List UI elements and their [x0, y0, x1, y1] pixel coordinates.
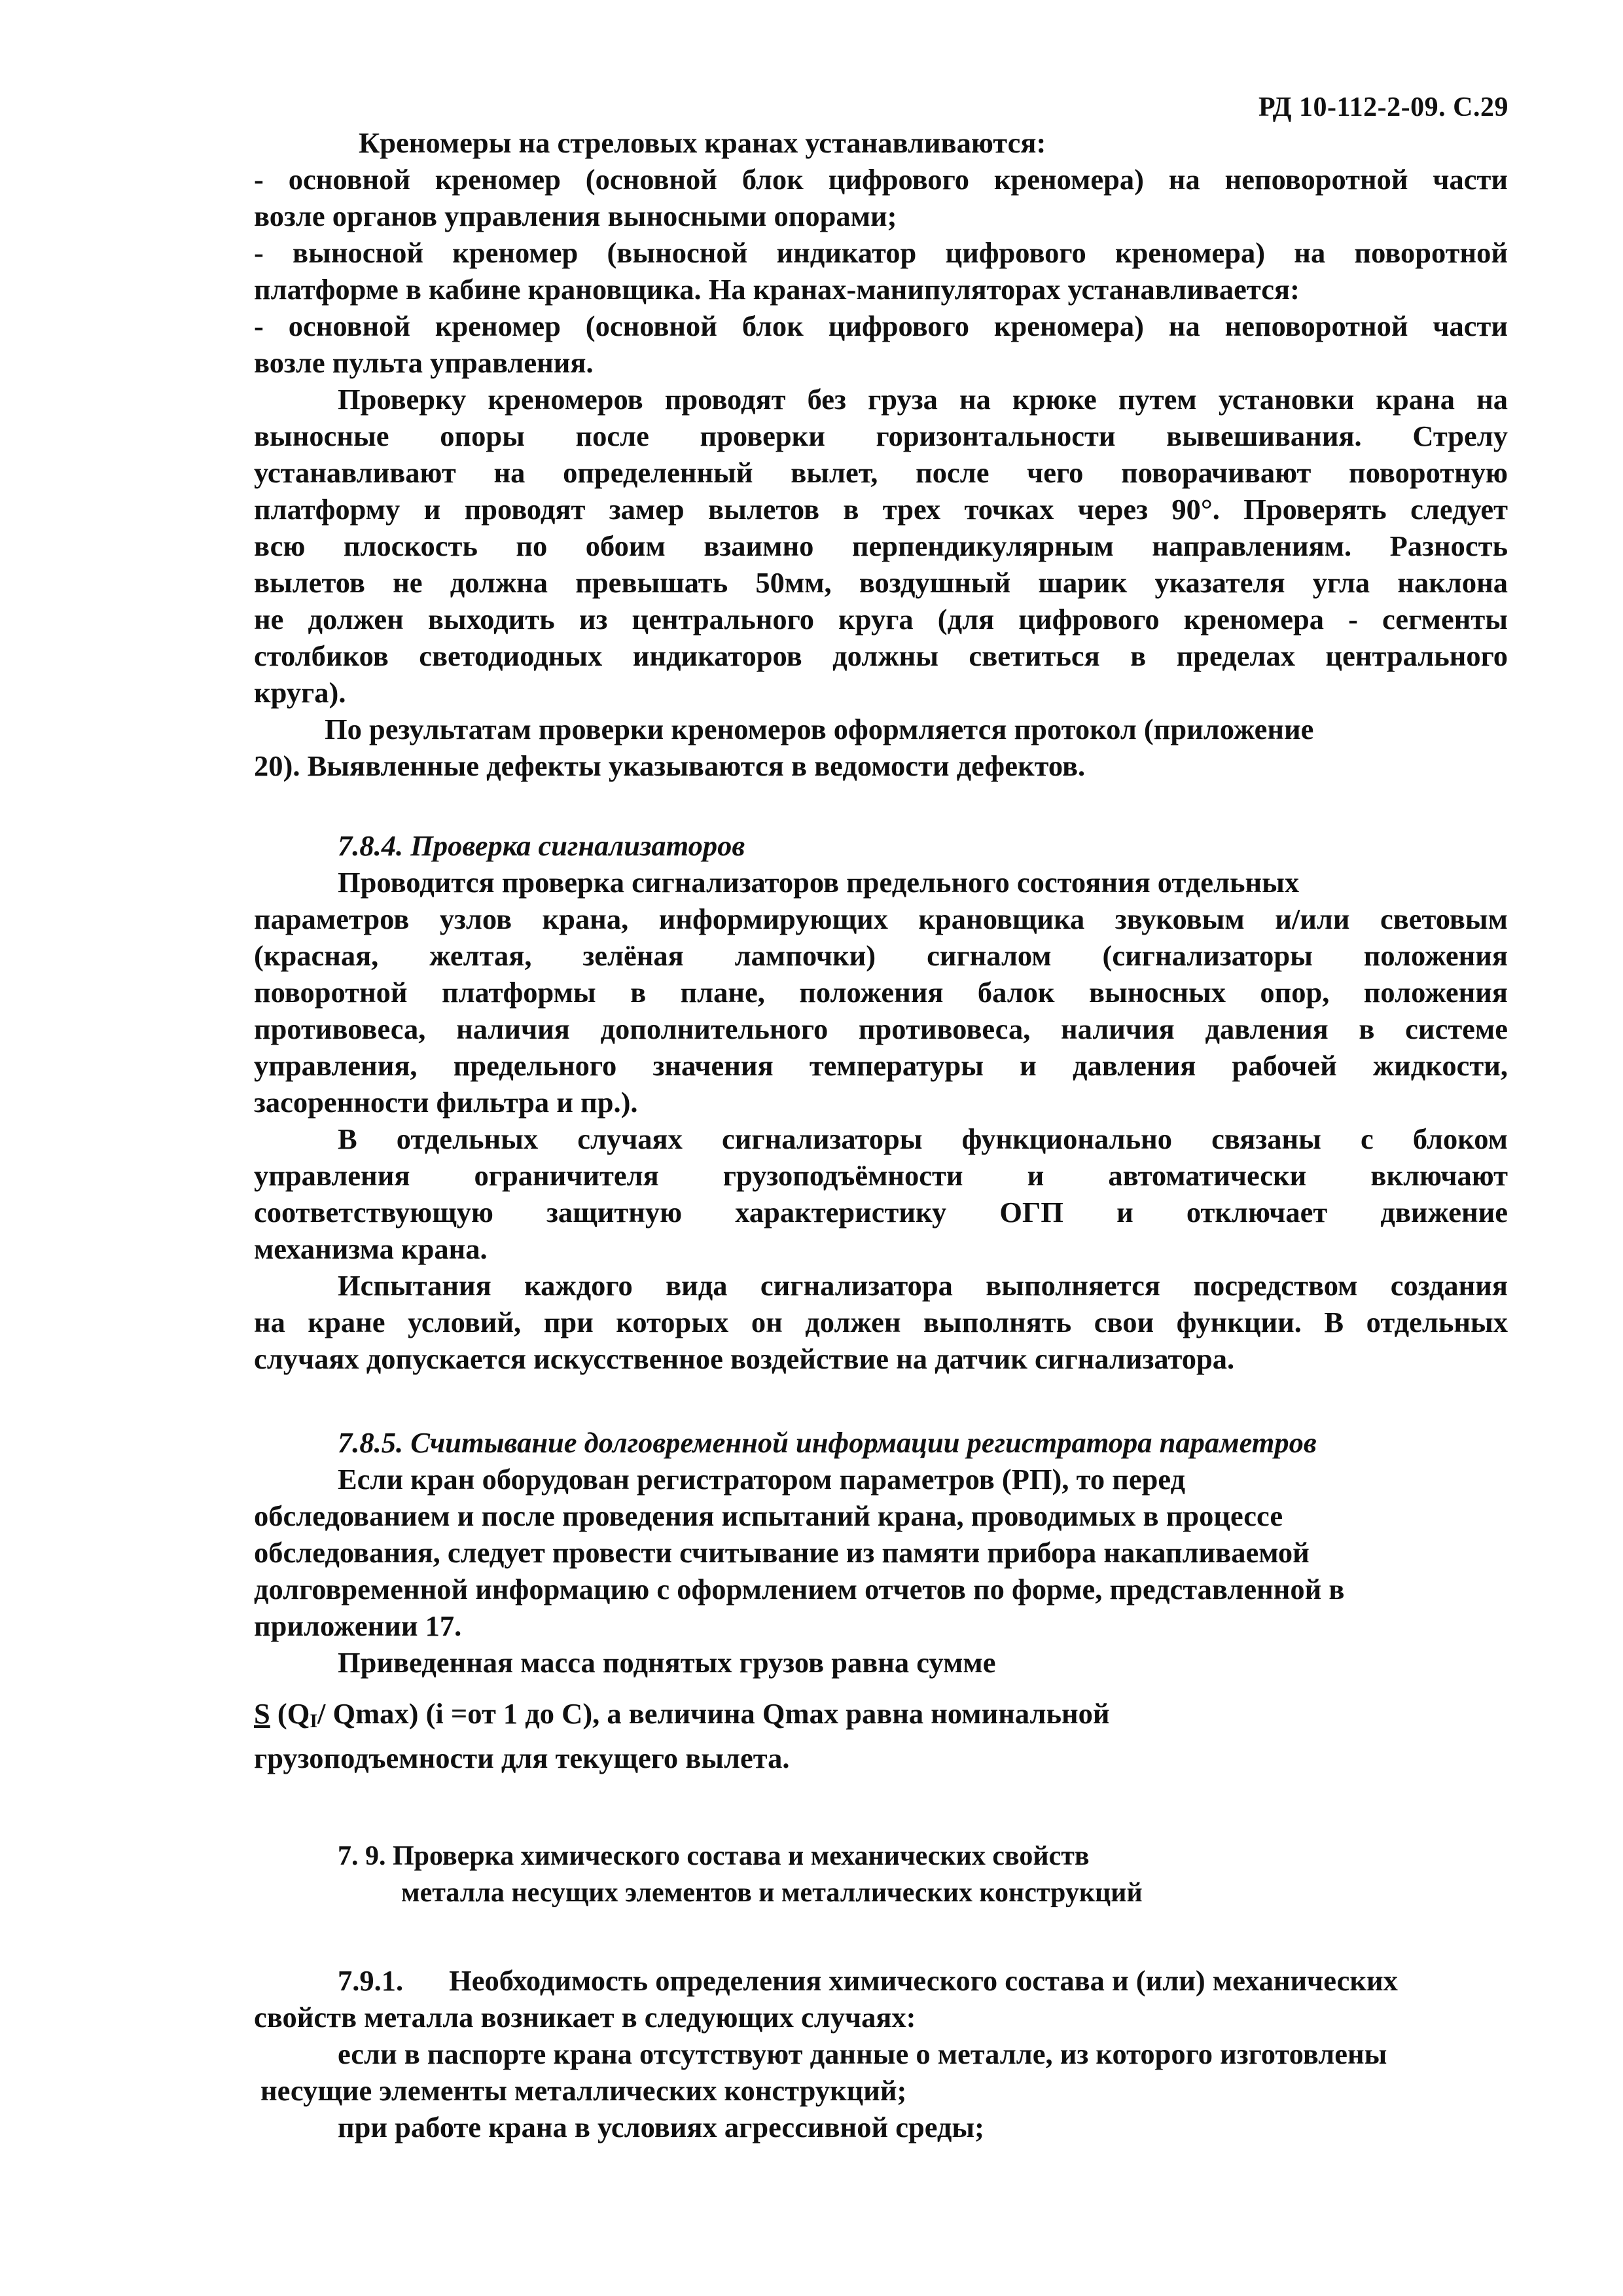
text-line: - выносной креномер (выносной индикатор цифрового креномера) на поворотной [254, 236, 1508, 269]
text-line: управления, предельного значения температуры и давления рабочей жидкости, [254, 1049, 1508, 1082]
text-line: поворотной платформы в плане, положения балок выносных опор, положения [254, 976, 1508, 1009]
text-line: - основной креномер (основной блок цифрового креномера) на неповоротной части [254, 310, 1508, 342]
text-line: не должен выходить из центрального круга (для цифрового креномера - сегменты [254, 603, 1508, 636]
sum-symbol: S [254, 1697, 270, 1730]
text-line [254, 1962, 1508, 1999]
section-clinometers [254, 124, 1508, 784]
text-line: всю плоскость по обоим взаимно перпендикулярным направлениям. Разность [254, 529, 1508, 562]
text-line: свойств металла возникает в следующих случаях: [254, 2001, 916, 2034]
text-line: - основной креномер (основной блок цифрового креномера) на неповоротной части [254, 163, 1508, 196]
text-line: если в паспорте крана отсутствуют данные о металле, из которого изготовлены [338, 2037, 1387, 2070]
section-7-8-4 [254, 827, 1508, 1377]
text-line: платформе в кабине крановщика. На кранах-манипуляторах устанавливается: [254, 273, 1300, 306]
clause-text: Необходимость определения химического состава и (или) механических [449, 1964, 1398, 1997]
text-line: вылетов не должна превышать 50мм, воздушный шарик указателя угла наклона [254, 566, 1508, 599]
text-line: столбиков светодиодных индикаторов должны светиться в пределах центрального [254, 639, 1508, 672]
text-line: (красная, желтая, зелёная лампочки) сигналом (сигнализаторы положения [254, 939, 1508, 972]
text-line: параметров узлов крана, информирующих крановщика звуковым и/или световым [254, 903, 1508, 935]
text-line: По результатам проверки креномеров оформляется протокол (приложение [325, 713, 1314, 745]
formula-line [254, 1695, 1508, 1740]
text-line: грузоподъемности для текущего вылета. [254, 1742, 790, 1774]
text-line: Проверку креномеров проводят без груза на крюке путем установки крана на [338, 383, 1508, 416]
text-line: возле пульта управления. [254, 346, 594, 379]
text-line: соответствующую защитную характеристику ОГП и отключает движение [254, 1196, 1508, 1229]
clause-number: 7.9.1. [338, 1964, 404, 1997]
text-line: устанавливают на определенный вылет, после чего поворачивают поворотную [254, 456, 1508, 489]
section-heading: металла несущих элементов и металлических конструкций [401, 1878, 1143, 1908]
text-line: обследованием и после проведения испытаний крана, проводимых в процессе [254, 1499, 1283, 1532]
text-line: на кране условий, при которых он должен выполнять свои функции. В отдельных [254, 1306, 1508, 1338]
text-line: долговременной информацию с оформлением отчетов по форме, представленной в [254, 1573, 1345, 1605]
text-line: Креномеры на стреловых кранах устанавливаются: [359, 126, 1046, 159]
text-line: платформу и проводят замер вылетов в трех точках через 90°. Проверять следует [254, 493, 1508, 526]
formula-block [254, 1695, 1508, 1776]
text-line: возле органов управления выносными опорами; [254, 200, 897, 232]
formula-subscript: I [310, 1710, 317, 1732]
section-7-9-1 [254, 1962, 1508, 2145]
text-line: управления ограничителя грузоподъёмности и автоматически включают [254, 1159, 1508, 1192]
text-line: В отдельных случаях сигнализаторы функционально связаны с блоком [338, 1122, 1508, 1155]
text-line: Если кран оборудован регистратором параметров (РП), то перед [338, 1463, 1186, 1496]
text-line: механизма крана. [254, 1232, 488, 1265]
page-reference: РД 10-112-2-09. С.29 [1258, 92, 1508, 122]
formula-part: / Qmax) (i =от 1 до С), а величина Qmax равна номинальной [317, 1697, 1110, 1730]
section-heading: 7. 9. Проверка химического состава и механических свойств [338, 1841, 1090, 1871]
text-line: приложении 17. [254, 1609, 462, 1642]
text-line: противовеса, наличия дополнительного противовеса, наличия давления в системе [254, 1013, 1508, 1045]
text-line: круга). [254, 676, 346, 709]
text-line: Приведенная масса поднятых грузов равна сумме [338, 1646, 996, 1679]
text-line: Испытания каждого вида сигнализатора выполняется посредством создания [338, 1269, 1508, 1302]
text-line: засоренности фильтра и пр.). [254, 1086, 638, 1119]
text-line: выносные опоры после проверки горизонтальности вывешивания. Стрелу [254, 420, 1508, 452]
text-line: случаях допускается искусственное воздействие на датчик сигнализатора. [254, 1342, 1235, 1375]
section-heading: 7.8.4. Проверка сигнализаторов [338, 829, 745, 862]
section-7-9-heading [254, 1838, 1508, 1911]
text-line: при работе крана в условиях агрессивной среды; [338, 2111, 984, 2144]
formula-part: (Q [270, 1697, 310, 1730]
section-7-8-5 [254, 1424, 1508, 1681]
text-line: 20). Выявленные дефекты указываются в ведомости дефектов. [254, 749, 1086, 782]
text-line: Проводится проверка сигнализаторов предельного состояния отдельных [338, 866, 1300, 899]
text-line: несущие элементы металлических конструкций; [260, 2074, 907, 2107]
text-line: обследования, следует провести считывание из памяти прибора накапливаемой [254, 1536, 1310, 1569]
section-heading: 7.8.5. Считывание долговременной информации регистратора параметров [338, 1426, 1317, 1459]
